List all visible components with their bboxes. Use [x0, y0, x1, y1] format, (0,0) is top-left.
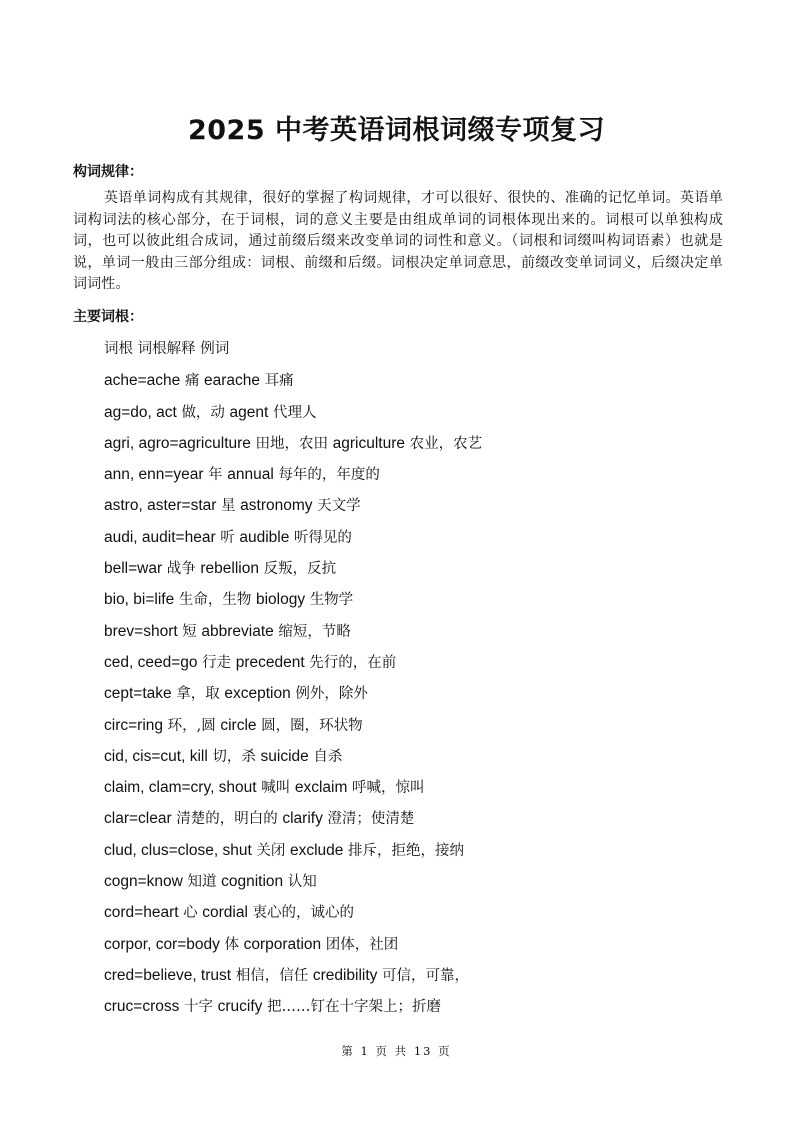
- root-entry: [104, 397, 724, 428]
- root-term: cid, cis=cut, kill: [104, 747, 208, 765]
- root-term: clar=clear: [104, 810, 172, 828]
- example-word: earache: [204, 372, 261, 390]
- root-term: cept=take: [104, 685, 172, 703]
- root-meaning: 短: [182, 623, 197, 640]
- root-entry: [104, 616, 724, 647]
- example-word: cordial: [202, 904, 248, 922]
- example-meaning: 农业，农艺: [409, 435, 483, 452]
- root-term: ag=do, act: [104, 403, 177, 421]
- example-meaning: 认知: [287, 874, 317, 891]
- example-word: credibility: [312, 966, 378, 984]
- root-term: audi, audit=hear: [104, 528, 216, 546]
- root-entry: [104, 553, 724, 584]
- root-meaning: 体: [224, 936, 239, 953]
- root-entry: [104, 647, 724, 678]
- root-entry: [104, 490, 724, 521]
- example-meaning: 代理人: [272, 404, 317, 421]
- root-entry: [104, 991, 724, 1022]
- example-word: clarify: [282, 810, 323, 828]
- root-term: bio, bi=life: [104, 591, 175, 609]
- example-meaning: 每年的，年度的: [278, 467, 380, 484]
- root-term: brev=short: [104, 622, 178, 640]
- example-meaning: 耳痛: [264, 373, 294, 390]
- root-meaning: 星: [221, 498, 236, 515]
- section-heading-word-formation: 构词规律：: [73, 164, 143, 180]
- root-term: ced, ceed=go: [104, 653, 198, 671]
- root-meaning: 拿，取: [176, 686, 220, 703]
- root-term: ann, enn=year: [104, 466, 204, 484]
- root-term: astro, aster=star: [104, 497, 217, 515]
- example-meaning: 天文学: [317, 498, 361, 515]
- example-meaning: 反叛，反抗: [263, 561, 337, 578]
- root-entry: [104, 678, 724, 709]
- root-meaning: 年: [208, 467, 223, 484]
- root-entry: [104, 522, 724, 553]
- root-meaning: 切，杀: [212, 748, 256, 765]
- root-term: cogn=know: [104, 873, 183, 891]
- root-meaning: 痛: [184, 373, 200, 390]
- example-word: circle: [220, 716, 257, 734]
- example-word: exclaim: [294, 779, 348, 797]
- example-meaning: 团体，社团: [325, 936, 399, 953]
- root-entry: [104, 365, 724, 396]
- root-term: agri, agro=agriculture: [104, 434, 251, 452]
- root-entry: [104, 584, 724, 615]
- example-word: biology: [255, 591, 306, 609]
- example-meaning: 听得见的: [293, 529, 352, 546]
- root-entry: [104, 866, 724, 897]
- example-word: exception: [224, 685, 291, 703]
- root-meaning: 心: [183, 905, 198, 922]
- root-list-header: 词根 词根解释 例词: [104, 341, 230, 357]
- root-meaning: 清楚的，明白的: [176, 811, 278, 828]
- example-word: agriculture: [332, 434, 405, 452]
- root-term: cord=heart: [104, 904, 179, 922]
- root-term: circ=ring: [104, 716, 164, 734]
- root-meaning: 战争: [166, 561, 196, 578]
- example-word: astronomy: [240, 497, 313, 515]
- root-meaning: 十字: [183, 999, 213, 1016]
- example-word: crucify: [217, 998, 263, 1016]
- example-meaning: 缩短，节略: [278, 623, 351, 640]
- root-meaning: 知道: [187, 874, 217, 891]
- intro-paragraph: 英语单词构成有其规律，很好的掌握了构词规律，才可以很好、很快的、准确的记忆单词。英语单词构词法的核心部分，在于词根，词的意义主要是由组成单词的词根体现出来的。词根可以单独构成词，也可以彼此组合成词，通过前缀后缀来改变单词的词性和意义。（词根和词缀叫构词语素）也就是说，单词一般由三部分组成：词根、前缀和后缀。词根决定单词意思，前缀改变单词词义，后缀决定单词词性。: [73, 190, 723, 292]
- root-meaning: 行走: [202, 654, 232, 671]
- example-word: suicide: [260, 747, 309, 765]
- root-entry: [104, 897, 724, 928]
- root-meaning: 环，,圆: [167, 717, 216, 734]
- root-term: ache=ache: [104, 372, 181, 390]
- example-meaning: 澄清；使清楚: [327, 811, 415, 828]
- root-term: cred=believe, trust: [104, 966, 232, 984]
- root-term: claim, clam=cry, shout: [104, 779, 257, 797]
- example-meaning: 衷心的，诚心的: [252, 905, 355, 922]
- example-meaning: 例外，除外: [295, 686, 368, 703]
- root-entry: [104, 835, 724, 866]
- root-term: clud, clus=close, shut: [104, 841, 252, 859]
- root-entry: [104, 428, 724, 459]
- root-entry: [104, 960, 724, 991]
- document-title: 2025 中考英语词根词缀专项复习: [187, 115, 606, 146]
- example-meaning: 把……钉在十字架上；折磨: [267, 999, 441, 1016]
- root-entry: [104, 929, 724, 960]
- page-footer: 第 1 页 共 13 页: [341, 1044, 452, 1058]
- root-entry: [104, 741, 724, 772]
- example-word: agent: [229, 403, 269, 421]
- example-word: abbreviate: [201, 622, 274, 640]
- example-word: annual: [227, 466, 274, 484]
- root-list: [104, 334, 724, 1023]
- example-meaning: 圆，圈，环状物: [261, 717, 363, 734]
- root-term: corpor, cor=body: [104, 935, 220, 953]
- root-entry: [104, 710, 724, 741]
- example-meaning: 可信，可靠，: [382, 967, 470, 984]
- example-word: exclude: [289, 841, 344, 859]
- example-meaning: 先行的，在前: [309, 654, 397, 671]
- example-word: audible: [239, 528, 290, 546]
- root-meaning: 田地，农田: [255, 435, 329, 452]
- root-term: cruc=cross: [104, 998, 180, 1016]
- root-meaning: 关闭: [256, 842, 286, 859]
- example-meaning: 呼喊，惊叫: [351, 780, 425, 797]
- root-meaning: 喊叫: [261, 780, 291, 797]
- section-heading-main-roots: 主要词根：: [73, 309, 143, 325]
- root-meaning: 生命，生物: [178, 592, 252, 609]
- root-meaning: 听: [220, 529, 235, 546]
- root-entry: [104, 803, 724, 834]
- root-entry: [104, 772, 724, 803]
- example-word: precedent: [235, 653, 305, 671]
- example-word: cognition: [221, 873, 284, 891]
- example-word: rebellion: [200, 560, 259, 578]
- example-word: corporation: [243, 935, 322, 953]
- example-meaning: 排斥，拒绝，接纳: [348, 842, 465, 859]
- root-entry: [104, 459, 724, 490]
- example-meaning: 自杀: [313, 748, 343, 765]
- root-term: bell=war: [104, 560, 163, 578]
- root-meaning: 相信，信任: [235, 967, 309, 984]
- example-meaning: 生物学: [309, 592, 354, 609]
- root-meaning: 做，动: [181, 404, 225, 421]
